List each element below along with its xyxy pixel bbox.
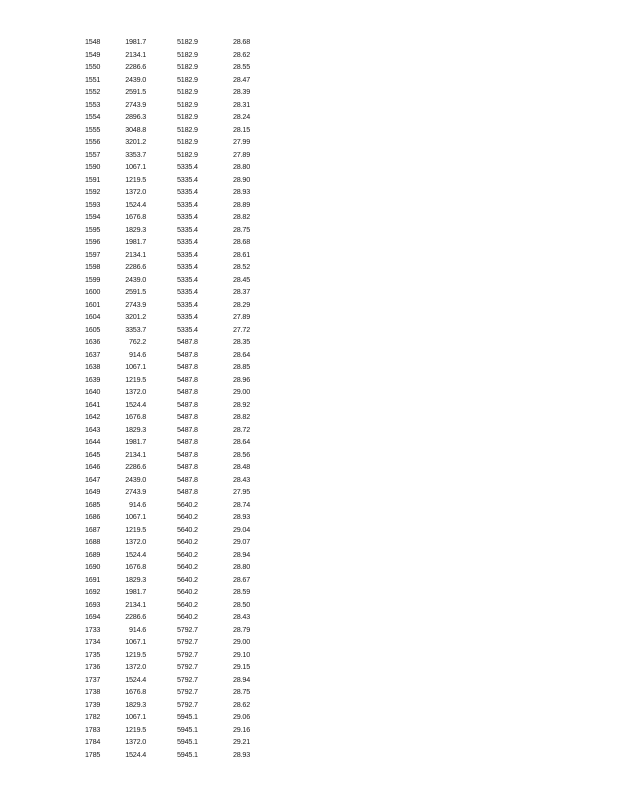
value-cell: 28.96 [233, 374, 250, 384]
depth-cell: 914.6 [129, 499, 146, 509]
row-id-cell: 1593 [85, 199, 101, 209]
elevation-cell: 5640.2 [177, 524, 198, 534]
elevation-cell: 5640.2 [177, 512, 198, 521]
elevation-cell: 5335.4 [177, 237, 198, 246]
depth-cell: 1067.1 [125, 512, 146, 521]
depth-cell: 2286.6 [125, 62, 146, 71]
table-row [0, 599, 618, 612]
value-cell: 28.62 [233, 49, 250, 59]
depth-cell: 1524.4 [125, 199, 146, 209]
elevation-cell: 5487.8 [177, 374, 198, 384]
value-cell: 28.68 [233, 37, 250, 46]
elevation-cell: 5335.4 [177, 287, 198, 296]
table-row [0, 749, 618, 762]
elevation-cell: 5487.8 [177, 487, 198, 496]
row-id-cell: 1783 [85, 724, 101, 734]
row-id-cell: 1597 [85, 249, 101, 259]
depth-cell: 1219.5 [125, 524, 146, 534]
value-cell: 28.94 [233, 549, 250, 559]
elevation-cell: 5182.9 [177, 112, 198, 121]
depth-cell: 2439.0 [125, 74, 146, 84]
table-row [0, 374, 618, 387]
value-cell: 28.92 [233, 399, 250, 409]
depth-cell: 3048.8 [125, 124, 146, 134]
value-cell: 27.72 [233, 324, 250, 334]
table-row [0, 636, 618, 649]
row-id-cell: 1685 [85, 499, 101, 509]
depth-cell: 1829.3 [125, 574, 146, 584]
row-id-cell: 1556 [85, 137, 101, 146]
elevation-cell: 5182.9 [177, 124, 198, 134]
depth-cell: 1981.7 [125, 587, 146, 596]
table-row [0, 661, 618, 674]
value-cell: 29.10 [233, 649, 250, 659]
value-cell: 28.48 [233, 462, 250, 471]
depth-cell: 1981.7 [125, 237, 146, 246]
table-row [0, 386, 618, 399]
value-cell: 28.90 [233, 174, 250, 184]
row-id-cell: 1694 [85, 612, 101, 621]
value-cell: 28.43 [233, 474, 250, 484]
elevation-cell: 5487.8 [177, 337, 198, 346]
elevation-cell: 5182.9 [177, 87, 198, 96]
depth-cell: 1372.0 [125, 387, 146, 396]
value-cell: 28.75 [233, 224, 250, 234]
value-cell: 27.89 [233, 312, 250, 321]
value-cell: 28.43 [233, 612, 250, 621]
table-row [0, 686, 618, 699]
table-row [0, 524, 618, 537]
depth-cell: 1067.1 [125, 162, 146, 171]
row-id-cell: 1555 [85, 124, 101, 134]
depth-cell: 2286.6 [125, 462, 146, 471]
value-cell: 29.00 [233, 637, 250, 646]
table-row [0, 449, 618, 462]
table-row [0, 461, 618, 474]
depth-cell: 1219.5 [125, 174, 146, 184]
row-id-cell: 1594 [85, 212, 101, 221]
value-cell: 27.89 [233, 149, 250, 159]
value-cell: 28.72 [233, 424, 250, 434]
row-id-cell: 1689 [85, 549, 101, 559]
value-cell: 28.55 [233, 62, 250, 71]
depth-cell: 1067.1 [125, 362, 146, 371]
row-id-cell: 1737 [85, 674, 101, 684]
value-cell: 28.93 [233, 512, 250, 521]
elevation-cell: 5182.9 [177, 99, 198, 109]
depth-cell: 1829.3 [125, 224, 146, 234]
table-row [0, 536, 618, 549]
elevation-cell: 5182.9 [177, 37, 198, 46]
row-id-cell: 1638 [85, 362, 101, 371]
table-row [0, 49, 618, 62]
value-cell: 28.35 [233, 337, 250, 346]
table-row [0, 324, 618, 337]
table-row [0, 511, 618, 524]
row-id-cell: 1605 [85, 324, 101, 334]
value-cell: 28.15 [233, 124, 250, 134]
value-cell: 29.15 [233, 662, 250, 671]
table-row [0, 561, 618, 574]
value-cell: 29.06 [233, 712, 250, 721]
table-row [0, 411, 618, 424]
depth-cell: 1676.8 [125, 212, 146, 221]
table-row [0, 361, 618, 374]
table-row [0, 436, 618, 449]
row-id-cell: 1785 [85, 749, 101, 759]
depth-cell: 2286.6 [125, 262, 146, 271]
row-id-cell: 1601 [85, 299, 101, 309]
elevation-cell: 5792.7 [177, 687, 198, 696]
depth-cell: 2743.9 [125, 99, 146, 109]
elevation-cell: 5487.8 [177, 437, 198, 446]
table-row [0, 486, 618, 499]
table-row [0, 649, 618, 662]
depth-cell: 1981.7 [125, 437, 146, 446]
depth-cell: 1676.8 [125, 412, 146, 421]
depth-cell: 1372.0 [125, 537, 146, 546]
table-row [0, 199, 618, 212]
depth-cell: 1219.5 [125, 374, 146, 384]
value-cell: 28.24 [233, 112, 250, 121]
elevation-cell: 5335.4 [177, 212, 198, 221]
table-row [0, 399, 618, 412]
elevation-cell: 5640.2 [177, 499, 198, 509]
row-id-cell: 1642 [85, 412, 101, 421]
row-id-cell: 1691 [85, 574, 101, 584]
depth-cell: 2743.9 [125, 487, 146, 496]
row-id-cell: 1782 [85, 712, 101, 721]
depth-cell: 2134.1 [125, 249, 146, 259]
table-row [0, 161, 618, 174]
value-cell: 28.62 [233, 699, 250, 709]
elevation-cell: 5182.9 [177, 149, 198, 159]
elevation-cell: 5487.8 [177, 424, 198, 434]
value-cell: 28.64 [233, 437, 250, 446]
elevation-cell: 5792.7 [177, 649, 198, 659]
row-id-cell: 1600 [85, 287, 101, 296]
elevation-cell: 5335.4 [177, 162, 198, 171]
elevation-cell: 5335.4 [177, 224, 198, 234]
row-id-cell: 1592 [85, 187, 101, 196]
elevation-cell: 5640.2 [177, 549, 198, 559]
value-cell: 28.93 [233, 187, 250, 196]
table-row [0, 186, 618, 199]
elevation-cell: 5335.4 [177, 274, 198, 284]
row-id-cell: 1550 [85, 62, 101, 71]
row-id-cell: 1646 [85, 462, 101, 471]
depth-cell: 1372.0 [125, 187, 146, 196]
row-id-cell: 1637 [85, 349, 101, 359]
table-row [0, 111, 618, 124]
row-id-cell: 1643 [85, 424, 101, 434]
depth-cell: 1372.0 [125, 737, 146, 746]
table-row [0, 261, 618, 274]
value-cell: 28.50 [233, 599, 250, 609]
depth-cell: 1676.8 [125, 687, 146, 696]
elevation-cell: 5487.8 [177, 349, 198, 359]
depth-cell: 1524.4 [125, 549, 146, 559]
elevation-cell: 5640.2 [177, 612, 198, 621]
elevation-cell: 5640.2 [177, 574, 198, 584]
value-cell: 28.82 [233, 412, 250, 421]
depth-cell: 1676.8 [125, 562, 146, 571]
elevation-cell: 5335.4 [177, 312, 198, 321]
depth-cell: 1372.0 [125, 662, 146, 671]
table-row [0, 574, 618, 587]
table-row [0, 74, 618, 87]
table-row [0, 336, 618, 349]
elevation-cell: 5640.2 [177, 537, 198, 546]
elevation-cell: 5182.9 [177, 49, 198, 59]
elevation-cell: 5792.7 [177, 699, 198, 709]
value-cell: 28.68 [233, 237, 250, 246]
row-id-cell: 1549 [85, 49, 101, 59]
depth-cell: 3353.7 [125, 324, 146, 334]
elevation-cell: 5792.7 [177, 674, 198, 684]
value-cell: 28.64 [233, 349, 250, 359]
value-cell: 29.16 [233, 724, 250, 734]
data-table [0, 36, 618, 761]
depth-cell: 1524.4 [125, 749, 146, 759]
depth-cell: 914.6 [129, 624, 146, 634]
depth-cell: 914.6 [129, 349, 146, 359]
row-id-cell: 1739 [85, 699, 101, 709]
table-row [0, 611, 618, 624]
depth-cell: 2896.3 [125, 112, 146, 121]
elevation-cell: 5487.8 [177, 362, 198, 371]
depth-cell: 2439.0 [125, 474, 146, 484]
table-row [0, 699, 618, 712]
value-cell: 29.04 [233, 524, 250, 534]
row-id-cell: 1554 [85, 112, 101, 121]
depth-cell: 2134.1 [125, 49, 146, 59]
table-row [0, 136, 618, 149]
value-cell: 28.31 [233, 99, 250, 109]
depth-cell: 3201.2 [125, 312, 146, 321]
elevation-cell: 5182.9 [177, 74, 198, 84]
elevation-cell: 5335.4 [177, 262, 198, 271]
row-id-cell: 1636 [85, 337, 101, 346]
table-row [0, 149, 618, 162]
row-id-cell: 1591 [85, 174, 101, 184]
value-cell: 28.56 [233, 449, 250, 459]
table-row [0, 474, 618, 487]
row-id-cell: 1687 [85, 524, 101, 534]
value-cell: 28.80 [233, 562, 250, 571]
row-id-cell: 1649 [85, 487, 101, 496]
table-row [0, 249, 618, 262]
depth-cell: 1067.1 [125, 712, 146, 721]
table-row [0, 274, 618, 287]
elevation-cell: 5487.8 [177, 387, 198, 396]
value-cell: 28.67 [233, 574, 250, 584]
value-cell: 28.79 [233, 624, 250, 634]
row-id-cell: 1590 [85, 162, 101, 171]
depth-cell: 2591.5 [125, 287, 146, 296]
depth-cell: 2591.5 [125, 87, 146, 96]
row-id-cell: 1738 [85, 687, 101, 696]
value-cell: 28.93 [233, 749, 250, 759]
elevation-cell: 5335.4 [177, 187, 198, 196]
table-row [0, 424, 618, 437]
row-id-cell: 1557 [85, 149, 101, 159]
row-id-cell: 1596 [85, 237, 101, 246]
value-cell: 28.59 [233, 587, 250, 596]
depth-cell: 1524.4 [125, 399, 146, 409]
elevation-cell: 5335.4 [177, 199, 198, 209]
depth-cell: 2134.1 [125, 449, 146, 459]
row-id-cell: 1595 [85, 224, 101, 234]
table-row [0, 586, 618, 599]
elevation-cell: 5945.1 [177, 712, 198, 721]
table-row [0, 724, 618, 737]
depth-cell: 1219.5 [125, 649, 146, 659]
row-id-cell: 1734 [85, 637, 101, 646]
value-cell: 27.99 [233, 137, 250, 146]
elevation-cell: 5640.2 [177, 599, 198, 609]
value-cell: 28.52 [233, 262, 250, 271]
row-id-cell: 1686 [85, 512, 101, 521]
depth-cell: 2743.9 [125, 299, 146, 309]
table-row [0, 499, 618, 512]
elevation-cell: 5945.1 [177, 737, 198, 746]
value-cell: 27.95 [233, 487, 250, 496]
table-row [0, 124, 618, 137]
elevation-cell: 5640.2 [177, 562, 198, 571]
value-cell: 28.82 [233, 212, 250, 221]
row-id-cell: 1639 [85, 374, 101, 384]
depth-cell: 2286.6 [125, 612, 146, 621]
table-row [0, 224, 618, 237]
table-row [0, 311, 618, 324]
value-cell: 28.94 [233, 674, 250, 684]
row-id-cell: 1553 [85, 99, 101, 109]
elevation-cell: 5487.8 [177, 474, 198, 484]
value-cell: 28.37 [233, 287, 250, 296]
row-id-cell: 1688 [85, 537, 101, 546]
value-cell: 28.39 [233, 87, 250, 96]
row-id-cell: 1641 [85, 399, 101, 409]
table-row [0, 674, 618, 687]
table-row [0, 736, 618, 749]
elevation-cell: 5487.8 [177, 399, 198, 409]
value-cell: 28.85 [233, 362, 250, 371]
value-cell: 28.74 [233, 499, 250, 509]
elevation-cell: 5487.8 [177, 449, 198, 459]
elevation-cell: 5487.8 [177, 462, 198, 471]
table-row [0, 211, 618, 224]
table-row [0, 36, 618, 49]
value-cell: 29.00 [233, 387, 250, 396]
row-id-cell: 1598 [85, 262, 101, 271]
value-cell: 28.80 [233, 162, 250, 171]
elevation-cell: 5335.4 [177, 299, 198, 309]
table-row [0, 549, 618, 562]
table-row [0, 236, 618, 249]
row-id-cell: 1552 [85, 87, 101, 96]
elevation-cell: 5792.7 [177, 624, 198, 634]
depth-cell: 3353.7 [125, 149, 146, 159]
table-row [0, 86, 618, 99]
value-cell: 29.21 [233, 737, 250, 746]
depth-cell: 2134.1 [125, 599, 146, 609]
value-cell: 29.07 [233, 537, 250, 546]
elevation-cell: 5335.4 [177, 174, 198, 184]
table-row [0, 299, 618, 312]
elevation-cell: 5335.4 [177, 324, 198, 334]
depth-cell: 2439.0 [125, 274, 146, 284]
depth-cell: 3201.2 [125, 137, 146, 146]
table-row [0, 711, 618, 724]
row-id-cell: 1690 [85, 562, 101, 571]
table-row [0, 174, 618, 187]
depth-cell: 762.2 [129, 337, 146, 346]
depth-cell: 1829.3 [125, 699, 146, 709]
row-id-cell: 1733 [85, 624, 101, 634]
row-id-cell: 1693 [85, 599, 101, 609]
elevation-cell: 5792.7 [177, 662, 198, 671]
value-cell: 28.75 [233, 687, 250, 696]
depth-cell: 1829.3 [125, 424, 146, 434]
depth-cell: 1067.1 [125, 637, 146, 646]
row-id-cell: 1644 [85, 437, 101, 446]
table-row [0, 286, 618, 299]
elevation-cell: 5640.2 [177, 587, 198, 596]
depth-cell: 1524.4 [125, 674, 146, 684]
row-id-cell: 1736 [85, 662, 101, 671]
value-cell: 28.45 [233, 274, 250, 284]
row-id-cell: 1640 [85, 387, 101, 396]
elevation-cell: 5182.9 [177, 62, 198, 71]
value-cell: 28.47 [233, 74, 250, 84]
table-row [0, 99, 618, 112]
row-id-cell: 1692 [85, 587, 101, 596]
elevation-cell: 5945.1 [177, 724, 198, 734]
elevation-cell: 5487.8 [177, 412, 198, 421]
row-id-cell: 1548 [85, 37, 101, 46]
value-cell: 28.29 [233, 299, 250, 309]
elevation-cell: 5335.4 [177, 249, 198, 259]
row-id-cell: 1735 [85, 649, 101, 659]
row-id-cell: 1645 [85, 449, 101, 459]
table-row [0, 349, 618, 362]
depth-cell: 1981.7 [125, 37, 146, 46]
depth-cell: 1219.5 [125, 724, 146, 734]
value-cell: 28.89 [233, 199, 250, 209]
value-cell: 28.61 [233, 249, 250, 259]
row-id-cell: 1551 [85, 74, 101, 84]
table-row [0, 61, 618, 74]
row-id-cell: 1647 [85, 474, 101, 484]
elevation-cell: 5182.9 [177, 137, 198, 146]
table-row [0, 624, 618, 637]
row-id-cell: 1604 [85, 312, 101, 321]
elevation-cell: 5945.1 [177, 749, 198, 759]
row-id-cell: 1784 [85, 737, 101, 746]
row-id-cell: 1599 [85, 274, 101, 284]
elevation-cell: 5792.7 [177, 637, 198, 646]
